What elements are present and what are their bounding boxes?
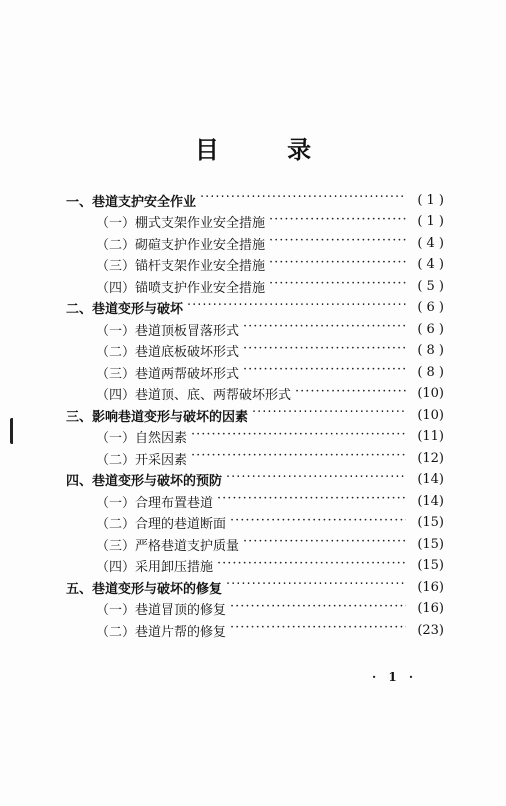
toc-entry-page: (11): [417, 429, 444, 444]
toc-section-entry: [96, 534, 444, 554]
dot-leader: [243, 344, 406, 358]
toc-entry-page: ( 1 ): [417, 214, 444, 229]
dot-leader: [230, 623, 406, 637]
toc-entry-page: (10): [417, 386, 444, 401]
toc-entry-label: （二）砌碹支护作业安全措施: [96, 237, 266, 253]
toc-entry-label: 三、影响巷道变形与破坏的因素: [66, 409, 249, 425]
toc-section-entry: [96, 513, 444, 533]
dot-leader: [269, 258, 406, 272]
toc-entry-label: （二）合理的巷道断面: [96, 517, 227, 532]
toc-entry-label: （一）巷道顶板冒落形式: [96, 323, 240, 339]
toc-entry-label: （一）棚式支架作业安全措施: [96, 216, 266, 231]
dot-leader: [217, 559, 406, 573]
toc-entry-label: （一）合理布置巷道: [96, 495, 214, 511]
toc-section-entry: [96, 341, 444, 361]
toc-entry-label: 二、巷道变形与破坏: [66, 302, 184, 317]
page-title: 目 录: [194, 135, 342, 164]
toc-entry-label: （一）自然因素: [96, 431, 188, 446]
toc-entry-page: (16): [417, 579, 444, 595]
toc-entry-page: (14): [417, 472, 444, 487]
toc-entry-label: 五、巷道变形与破坏的修复: [66, 581, 223, 597]
toc-entry-page: ( 1 ): [417, 192, 444, 208]
toc-entry-page: ( 6 ): [417, 321, 444, 337]
toc-entry-label: （二）开采因素: [96, 452, 188, 468]
dot-leader: [187, 301, 406, 315]
toc-chapter-entry: [66, 298, 444, 318]
toc-entry-label: 四、巷道变形与破坏的预防: [66, 474, 223, 489]
toc-entry-page: (12): [417, 450, 444, 466]
toc-section-entry: [96, 599, 444, 619]
toc-section-entry: [96, 384, 444, 404]
toc-section-entry: [96, 212, 444, 232]
dot-leader: [230, 516, 406, 530]
toc-entry-page: (15): [417, 536, 444, 552]
dot-leader: [269, 279, 406, 293]
toc-chapter-entry: [66, 470, 444, 490]
toc-entry-label: （四）巷道顶、底、两帮破坏形式: [96, 388, 292, 403]
dot-leader: [191, 451, 406, 465]
dot-leader: [200, 193, 406, 207]
toc-entry-label: （二）巷道片帮的修复: [96, 624, 227, 640]
toc-section-entry: [96, 276, 444, 296]
toc-section-entry: [96, 319, 444, 339]
margin-mark: [10, 418, 17, 444]
toc-section-entry: [96, 448, 444, 468]
toc-entry-page: ( 6 ): [417, 300, 444, 315]
dot-leader: [243, 322, 406, 336]
toc-entry-label: （四）锚喷支护作业安全措施: [96, 280, 266, 296]
dot-leader: [243, 365, 406, 379]
toc-section-entry: [96, 427, 444, 447]
toc-section-entry: [96, 556, 444, 576]
dot-leader: [295, 387, 406, 401]
toc-entry-page: (10): [417, 407, 444, 423]
toc-section-entry: [96, 255, 444, 275]
dot-leader: [269, 215, 406, 229]
toc-entry-page: (23): [417, 622, 444, 638]
dot-leader: [191, 430, 406, 444]
dot-leader: [243, 537, 406, 551]
toc-chapter-entry: [66, 190, 444, 210]
dot-leader: [217, 494, 406, 508]
toc-section-entry: [96, 362, 444, 382]
dot-leader: [230, 602, 406, 616]
toc-entry-page: ( 4 ): [417, 235, 444, 251]
toc-entry-label: （四）采用卸压措施: [96, 560, 214, 575]
toc-entry-page: ( 5 ): [417, 278, 444, 294]
toc-entry-label: （三）严格巷道支护质量: [96, 538, 240, 554]
toc-entry-label: 一、巷道支护安全作业: [66, 194, 197, 210]
toc-section-entry: [96, 233, 444, 253]
toc-section-entry: [96, 491, 444, 511]
toc-chapter-entry: [66, 577, 444, 597]
toc-section-entry: [96, 620, 444, 640]
toc-entry-label: （二）巷道底板破坏形式: [96, 345, 240, 360]
dot-leader: [226, 580, 406, 594]
toc-entry-label: （一）巷道冒顶的修复: [96, 603, 227, 618]
toc-entry-page: (15): [417, 558, 444, 573]
dot-leader: [226, 473, 406, 487]
toc-entry-page: ( 4 ): [417, 257, 444, 272]
toc-chapter-entry: [66, 405, 444, 425]
toc-entry-page: (16): [417, 601, 444, 616]
toc-entry-page: ( 8 ): [417, 343, 444, 358]
toc-entry-label: （三）锚杆支架作业安全措施: [96, 259, 266, 274]
toc-entry-label: （三）巷道两帮破坏形式: [96, 366, 240, 382]
toc-entry-page: (14): [417, 493, 444, 509]
toc-entry-page: ( 8 ): [417, 364, 444, 380]
toc-entry-page: (15): [417, 515, 444, 530]
page-number-footer: · 1 ·: [372, 670, 418, 684]
dot-leader: [269, 236, 406, 250]
dot-leader: [252, 408, 406, 422]
